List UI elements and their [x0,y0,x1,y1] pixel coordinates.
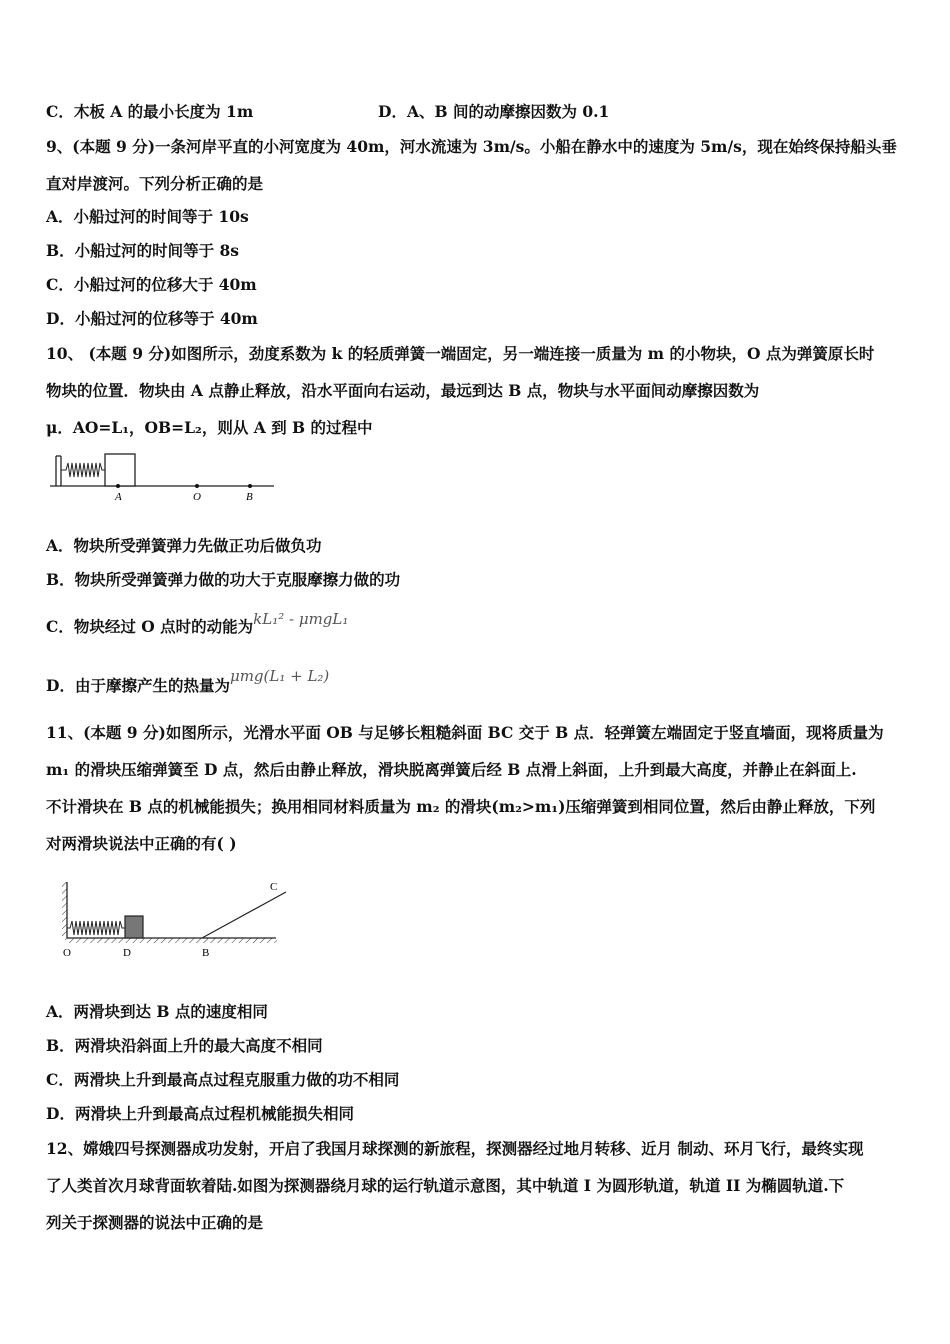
label-c: C [270,881,278,893]
label-b: B [246,491,253,503]
q11-stem-line2: m₁ 的滑块压缩弹簧至 D 点，然后由静止释放，滑块脱离弹簧后经 B 点滑上斜面，上升到最大高度，并静止在斜面上. [46,760,857,779]
q9-option-c: C．小船过河的位移大于 40m [46,275,257,294]
q10-stem-line1: 10、 (本题 9 分)如图所示，劲度系数为 k 的轻质弹簧一端固定，另一端连接一质量为 m 的小物块，O 点为弹簧原长时 [46,344,875,363]
q11-option-c: C．两滑块上升到最高点过程克服重力做的功不相同 [46,1070,400,1089]
q9-option-a: A．小船过河的时间等于 10s [46,207,249,226]
q12-stem-line1: 12、嫦娥四号探测器成功发射，开启了我国月球探测的新旅程，探测器经过地月转移、近月 制动、环月飞行，最终实现 [46,1139,864,1158]
q10-option-c [46,610,910,637]
q9-stem-line1: 9、(本题 9 分)一条河岸平直的小河宽度为 40m，河水流速为 3m/s。小船在静水中的速度为 5m/s，现在始终保持船头垂 [46,137,897,156]
q11-option-b: B．两滑块沿斜面上升的最大高度不相同 [46,1036,323,1055]
spring [67,921,125,935]
label-o: O [193,491,201,503]
q8-option-d: D．A、B 间的动摩擦因数为 0.1 [378,102,610,121]
q10-option-b: B．物块所受弹簧弹力做的功大于克服摩擦力做的功 [46,570,401,589]
q9-option-b: B．小船过河的时间等于 8s [46,241,240,260]
q11-stem-line1: 11、(本题 9 分)如图所示，光滑水平面 OB 与足够长粗糙斜面 BC 交于 B 点．轻弹簧左端固定于竖直墙面，现将质量为 [46,723,884,742]
label-d: D [123,947,131,959]
floor-hatch [67,938,277,943]
q8-option-c: C．木板 A 的最小长度为 1m [46,102,254,121]
spring [61,463,105,477]
block [105,454,135,486]
q9-stem-line2: 直对岸渡河。下列分析正确的是 [46,174,264,193]
q10-option-d-text: D．由于摩擦产生的热量为 [46,676,230,695]
wall-hatch [62,882,67,940]
q9-option-d: D．小船过河的位移等于 40m [46,309,258,328]
q10-stem-line2: 物块的位置．物块由 A 点静止释放，沿水平面向右运动，最远到达 B 点，物块与水平面间动摩擦因数为 [46,381,760,400]
q10-stem-line3: μ．AO=L₁，OB=L₂，则从 A 到 B 的过程中 [46,418,373,437]
q12-stem-line2: 了人类首次月球背面软着陆.如图为探测器绕月球的运行轨道示意图，其中轨道 I 为圆形轨道，轨道 II 为椭圆轨道.下 [46,1176,845,1195]
q11-stem-line4: 对两滑块说法中正确的有( ) [46,834,237,853]
q10-option-d-formula: μmg(L₁ + L₂) [229,667,330,685]
q11-option-a: A．两滑块到达 B 点的速度相同 [46,1002,268,1021]
point-o [195,484,199,488]
label-a: A [115,491,122,503]
label-o: O [63,947,71,959]
q10-option-c-formula: kL₁² - μmgL₁ [253,610,349,628]
point-a [116,484,120,488]
q11-stem-line3: 不计滑块在 B 点的机械能损失；换用相同材料质量为 m₂ 的滑块(m₂>m₁)压缩弹簧到相同位置，然后由静止释放，下列 [46,797,876,816]
q10-option-d [46,667,910,696]
q11-option-d: D．两滑块上升到最高点过程机械能损失相同 [46,1104,354,1123]
point-b [248,484,252,488]
q11-incline-figure [58,876,290,962]
incline-bc [202,892,286,938]
q10-option-a: A．物块所受弹簧弹力先做正功后做负功 [46,536,322,555]
label-b: B [202,947,210,959]
q10-spring-figure [46,448,278,504]
slider-block [125,916,143,938]
q10-option-c-text: C．物块经过 O 点时的动能为 [46,617,254,636]
q12-stem-line3: 列关于探测器的说法中正确的是 [46,1213,264,1232]
